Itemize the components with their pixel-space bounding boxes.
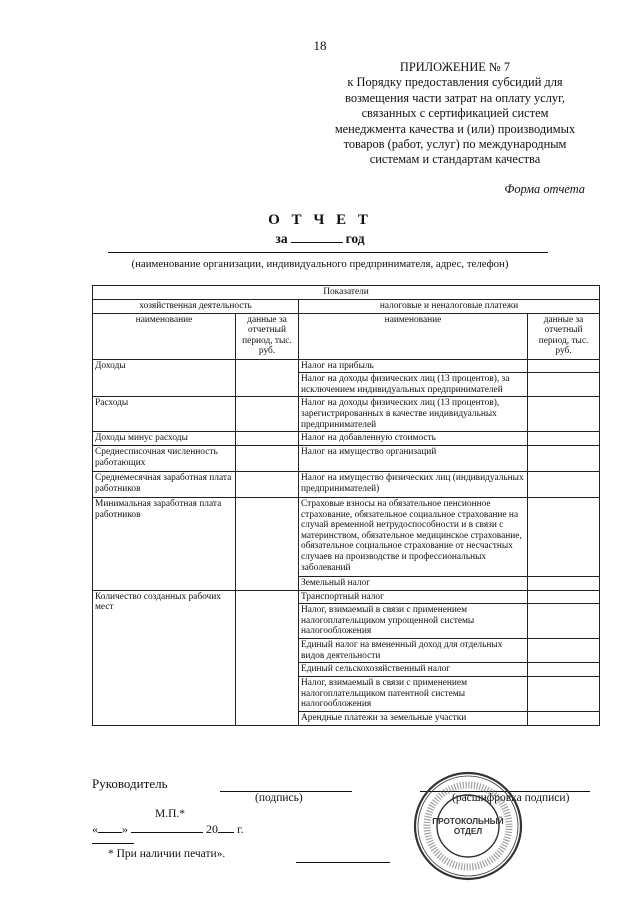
stamp-center-line1: ПРОТОКОЛЬНЫЙ — [432, 817, 504, 826]
tax-row: Страховые взносы на обязательное пенсионное страхование, обязательное социальное страхование на случай временной нетрудоспособности и в связи с материнством, обязательное медицинское страхование, обязательное социальное страхование от несчастных случаев на производстве и профессиональных заболеваний — [299, 497, 528, 576]
report-title: О Т Ч Е Т — [268, 212, 372, 228]
tax-value-cell — [528, 590, 600, 604]
seal-label: М.П.* — [155, 808, 186, 820]
tax-row: Налог на добавленную стоимость — [299, 432, 528, 446]
tax-value-cell — [528, 471, 600, 497]
activity-value-cell — [236, 359, 299, 397]
tax-value-cell — [528, 711, 600, 725]
tax-value-cell — [528, 397, 600, 432]
appendix-line: товаров (работ, услуг) по международным — [343, 137, 567, 152]
tax-value-cell — [528, 576, 600, 590]
month-blank — [131, 822, 203, 833]
date-line — [92, 822, 244, 837]
activity-value-cell — [236, 432, 299, 446]
decoding-caption: (расшифровка подписи) — [452, 792, 570, 804]
col-header-data: данные за отчетный период, тыс. руб. — [236, 313, 299, 359]
appendix-line: к Порядку предоставления субсидий для — [347, 75, 563, 90]
tax-row: Налог на имущество организаций — [299, 445, 528, 471]
signatory-role: Руководитель — [92, 776, 168, 791]
tax-row: Налог на доходы физических лиц (13 процентов), за исключением индивидуальных предпринимателей — [299, 373, 528, 397]
appendix-line: системам и стандартам качества — [369, 152, 541, 167]
year-prefix: за — [275, 231, 288, 246]
tax-value-cell — [528, 639, 600, 663]
day-blank — [98, 822, 122, 833]
tax-row: Единый налог на вмененный доход для отдельных видов деятельности — [299, 639, 528, 663]
year-blank — [291, 230, 343, 243]
appendix-line: возмещения части затрат на оплату услуг, — [345, 90, 565, 105]
tax-row: Налог, взимаемый в связи с применением налогоплательщиком упрощенной системы налогообложения — [299, 604, 528, 639]
tax-value-cell — [528, 373, 600, 397]
stamp-ring-texture — [427, 785, 509, 867]
activity-avg-salary: Среднемесячная заработная плата работников — [93, 471, 236, 497]
tax-row: Налог, взимаемый в связи с применением налогоплательщиком патентной системы налогообложения — [299, 676, 528, 711]
tax-row: Налог на прибыль — [299, 359, 528, 373]
date-open-quote: « — [92, 822, 98, 836]
protocol-department-stamp — [412, 770, 524, 882]
activity-profit: Доходы минус расходы — [93, 432, 236, 446]
appendix-line: ПРИЛОЖЕНИЕ № 7 — [399, 60, 511, 74]
year-digits-blank — [218, 822, 234, 833]
tax-value-cell — [528, 663, 600, 677]
tax-value-cell — [528, 359, 600, 373]
tax-row: Транспортный налог — [299, 590, 528, 604]
org-caption: (наименование организации, индивидуального предпринимателя, адрес, телефон) — [131, 258, 509, 270]
appendix-heading — [325, 60, 585, 168]
tax-row: Земельный налог — [299, 576, 528, 590]
tax-row: Налог на доходы физических лиц (13 процентов), зарегистрированных в качестве индивидуальных предпринимателей — [299, 397, 528, 432]
report-year-line — [0, 230, 640, 247]
date-close-quote: » — [122, 822, 128, 836]
tax-value-cell — [528, 676, 600, 711]
year-suffix-g: г. — [237, 822, 244, 836]
year-prefix-20: 20 — [206, 822, 218, 836]
activity-expenses: Расходы — [93, 397, 236, 432]
org-fill-line — [108, 252, 548, 253]
stamp-inner-ring — [437, 795, 499, 857]
form-note: Форма отчета — [504, 182, 585, 196]
col-header-name: наименование — [93, 313, 236, 359]
year-suffix: год — [345, 231, 365, 246]
activity-value-cell — [236, 497, 299, 590]
group-header-payments: налоговые и неналоговые платежи — [299, 300, 600, 314]
table-top-header: Показатели — [93, 286, 600, 300]
col-header-tax-data: данные за отчетный период, тыс. руб. — [528, 313, 600, 359]
activity-value-cell — [236, 445, 299, 471]
tax-value-cell — [528, 497, 600, 576]
tax-value-cell — [528, 604, 600, 639]
activity-value-cell — [236, 471, 299, 497]
tax-value-cell — [528, 432, 600, 446]
stamp-outer-ring-inner — [418, 776, 518, 876]
tax-row: Единый сельскохозяйственный налог — [299, 663, 528, 677]
appendix-line: связанных с сертификацией систем — [361, 106, 549, 121]
col-header-tax-name: наименование — [299, 313, 528, 359]
tax-value-cell — [528, 445, 600, 471]
report-table — [92, 285, 600, 726]
activity-min-salary: Минимальная заработная плата работников — [93, 497, 236, 590]
signature-caption: (подпись) — [255, 792, 303, 804]
tax-row: Налог на имущество физических лиц (индивидуальных предпринимателей) — [299, 471, 528, 497]
appendix-line: менеджмента качества и (или) производимых — [334, 121, 576, 136]
footnote-rule — [92, 843, 134, 844]
footnote: * При наличии печати». — [108, 848, 226, 860]
stamp-outer-ring — [415, 773, 521, 879]
activity-income: Доходы — [93, 359, 236, 397]
group-header-activity: хозяйственная деятельность — [93, 300, 299, 314]
page-number: 18 — [313, 38, 327, 53]
activity-value-cell — [236, 590, 299, 725]
activity-new-jobs: Количество созданных рабочих мест — [93, 590, 236, 725]
bottom-rule — [296, 862, 390, 863]
tax-row: Арендные платежи за земельные участки — [299, 711, 528, 725]
activity-headcount: Среднесписочная численность работающих — [93, 445, 236, 471]
stamp-center-line2: ОТДЕЛ — [453, 827, 483, 836]
activity-value-cell — [236, 397, 299, 432]
